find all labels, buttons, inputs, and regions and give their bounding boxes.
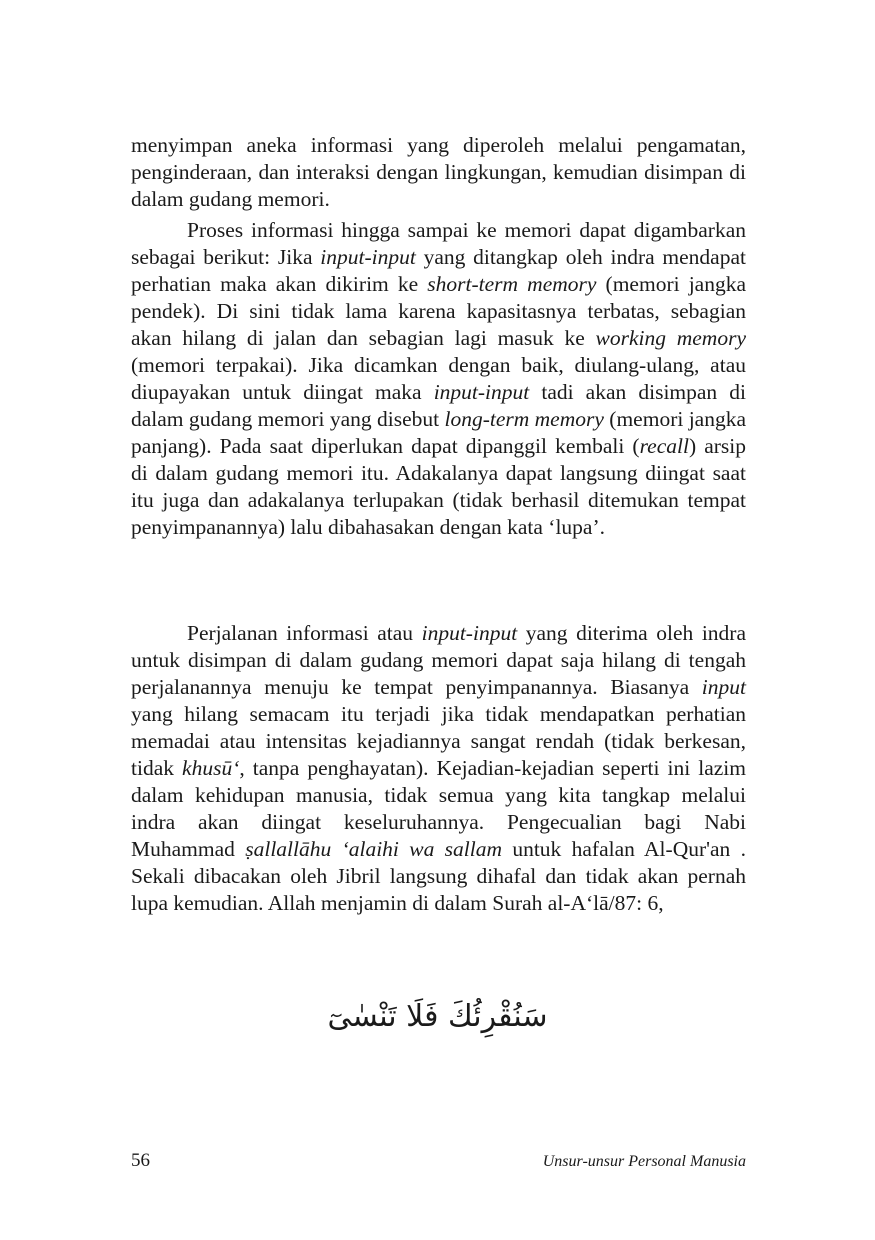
italic-term: long-term memory [444,407,604,431]
italic-term: ṣallallāhu ‘alaihi wa sallam [245,837,502,861]
paragraph-text [131,217,746,541]
italic-term: input-input [421,621,518,645]
italic-term: input-input [320,245,416,269]
text-run: (memori terpakai). Jika dicamkan dengan baik, diulang-ulang, atau diupayakan untuk diingat maka [131,353,746,404]
text-run: Proses informasi hingga sampai ke memori dapat digambarkan sebagai berikut: Jika [131,218,746,269]
page-footer [131,1150,746,1178]
italic-term: short-term memory [427,272,597,296]
text-run: yang diterima oleh indra untuk disimpan di dalam gudang memori dapat saja hilang di tengah perjalanannya menuju ke tempat penyimpanannya. Biasanya [131,621,747,699]
text-run: (memori jangka pendek). Di sini tidak lama karena kapasitasnya terbatas, sebagian akan hilang di jalan dan sebagian lagi masuk ke [131,272,746,350]
text-run: yang hilang semacam itu terjadi jika tidak mendapatkan perhatian memadai atau intensitas kejadiannya sangat rendah (tidak berkesan, tidak [131,702,746,780]
paragraph-3 [131,620,746,917]
paragraph-text [131,132,746,213]
text-run: (memori jangka panjang). Pada saat diperlukan dapat dipanggil kembali ( [131,407,747,458]
italic-term: working memory [595,326,746,350]
italic-term: input [701,675,746,699]
running-title: Unsur-unsur Personal Manusia [542,1153,746,1170]
page-number: 56 [131,1150,150,1171]
paragraph-2 [131,217,746,541]
text-run: untuk hafalan Al-Qur'an . Sekali dibacakan oleh Jibril langsung dihafal dan tidak akan pernah lupa kemudian. Allah menjamin di dalam Surah al-A‘lā/87: 6, [131,837,746,915]
text-run: menyimpan aneka informasi yang diperoleh melalui pengamatan, penginderaan, dan interaksi dengan lingkungan, kemudian disimpan di dalam gudang memori. [131,133,746,211]
text-run: yang ditangkap oleh indra mendapat perhatian maka akan dikirim ke [131,245,746,296]
paragraph-text [131,620,746,917]
text-run: tadi akan disimpan di dalam gudang memori yang disebut [131,380,746,431]
text-run: Perjalanan informasi atau [187,621,422,645]
paragraph-1 [131,132,746,213]
italic-term: khusū‘ [182,756,240,780]
italic-term: input-input [433,380,530,404]
text-run: , tanpa penghayatan). Kejadian-kejadian seperti ini lazim dalam kehidupan manusia, tidak semua yang kita tangkap melalui indra akan diingat keseluruhannya. Pengecualian bagi Nabi Muhammad [131,756,746,861]
italic-term: recall [639,434,689,458]
arabic-verse: سَنُقْرِئُكَ فَلَا تَنْسٰىٓ [327,999,548,1034]
text-run: ) arsip di dalam gudang memori itu. Adakalanya dapat langsung diingat saat itu juga dan adakalanya terlupakan (tidak berhasil ditemukan tempat penyimpanannya) lalu dibahasakan dengan kata ‘lupa’. [131,434,746,539]
